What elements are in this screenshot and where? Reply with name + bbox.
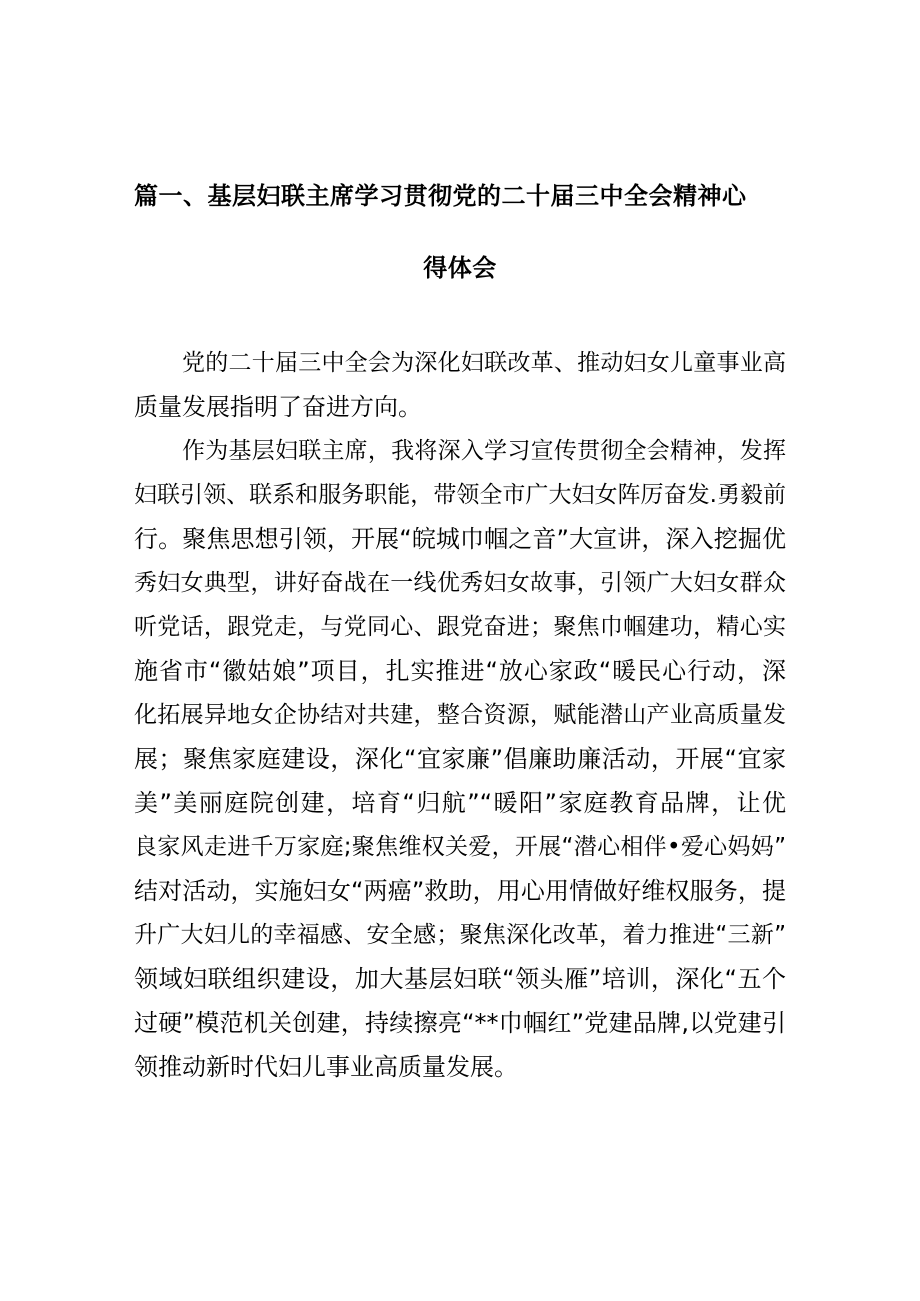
- paragraph-line: 行。聚焦思想引领，开展“皖城巾帼之音”大宣讲，深入挖掘优: [134, 525, 786, 553]
- paragraph-line: 领推动新时代妇儿事业高质量发展。: [134, 1053, 518, 1081]
- paragraph-line: 升广大妇儿的幸福感、安全感；聚焦深化改革，着力推进“三新”: [134, 922, 786, 948]
- title-line-1: 篇一、基层妇联主席学习贯彻党的二十届三中全会精神心: [134, 182, 747, 210]
- paragraph-line: 过硬”模范机关创建，持续擦亮“**巾帼红”党建品牌,以党建引: [134, 1009, 786, 1037]
- paragraph-line: 质量发展指明了奋进方向。: [134, 393, 422, 421]
- paragraph-line: 化拓展异地女企协结对共建，整合资源，赋能潜山产业高质量发: [134, 702, 786, 728]
- paragraph-line: 展；聚焦家庭建设，深化“宜家廉”倡廉助廉活动，开展“宜家: [134, 745, 786, 773]
- paragraph-line: 妇联引领、联系和服务职能，带领全市广大妇女阵厉奋发.勇毅前: [134, 482, 786, 508]
- paragraph-line: 施省市“徽姑娘”项目，扎实推进“放心家政“暖民心行动，深: [134, 657, 786, 685]
- paragraph-line: 作为基层妇联主席，我将深入学习宣传贯彻全会精神，发挥: [182, 438, 786, 464]
- paragraph-line: 听党话，跟党走，与党同心、跟党奋进；聚焦巾帼建功，精心实: [134, 614, 786, 640]
- paragraph-line: 结对活动，实施妇女“两癌”救助，用心用情做好维权服务，提: [134, 877, 786, 905]
- paragraph-line: 领域妇联组织建设，加大基层妇联“领头雁”培训，深化“五个: [134, 965, 786, 993]
- title-line-2: 得体会: [423, 254, 497, 282]
- paragraph-line: 党的二十届三中全会为深化妇联改革、推动妇女儿童事业高: [182, 350, 786, 376]
- paragraph-line: 良家风走进千万家庭;聚焦维权关爱，开展“潜心相伴•爱心妈妈”: [134, 834, 786, 860]
- paragraph-line: 秀妇女典型，讲好奋战在一线优秀妇女故事，引领广大妇女群众: [134, 570, 786, 596]
- paragraph-line: 美”美丽庭院创建，培育“归航”“暖阳”家庭教育品牌，让优: [134, 789, 786, 817]
